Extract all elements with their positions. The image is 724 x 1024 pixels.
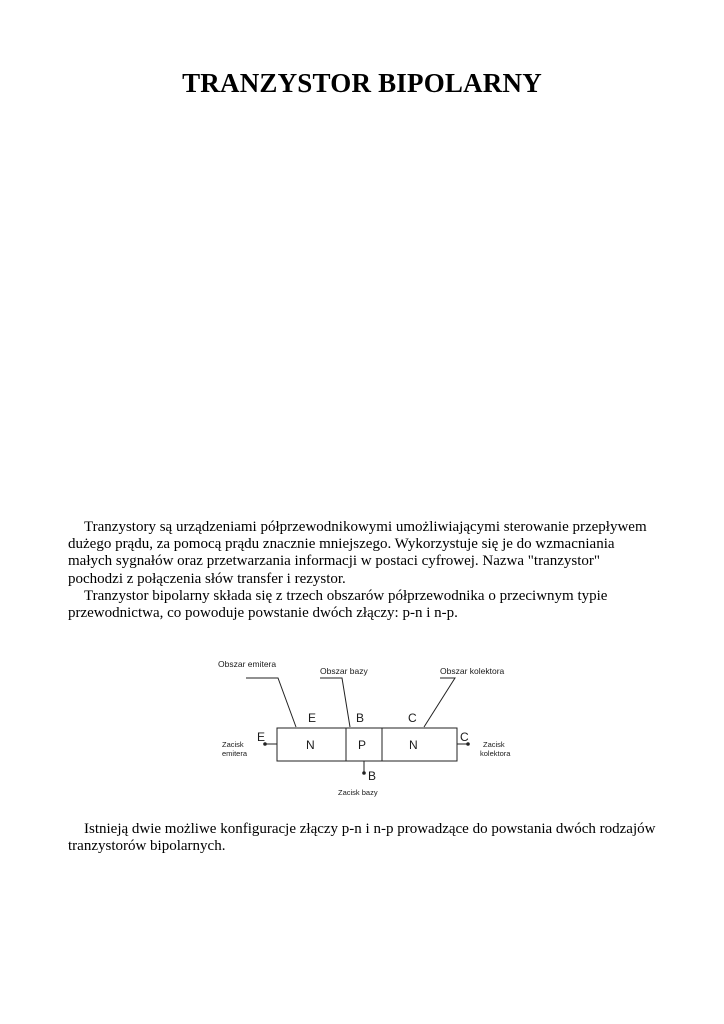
paragraph-transistor-definition: Tranzystory są urządzeniami półprzewodnikowymi umożliwiającymi sterowanie przepływem dużego prądu, za pomocą prądu znacznie mniejszego. Wykorzystuje się je do wzmacniania małych sygnałów oraz przetwarzania informacji w postaci cyfrowej. Nazwa "tranzystor" pochodzi z połączenia słów transfer i rezystor. (68, 519, 647, 587)
collector-region-letter: C (408, 711, 417, 725)
emitter-terminal-letter: E (257, 730, 266, 744)
emitter-region-letter: E (308, 711, 317, 725)
emitter-type-label: N (306, 738, 315, 752)
collector-terminal-label-line1: Zacisk (483, 740, 505, 749)
emitter-region-label: Obszar emitera (218, 659, 277, 669)
collector-terminal-letter: C (460, 730, 469, 744)
collector-terminal-label-line2: kolektora (480, 749, 511, 758)
base-leader-line (320, 678, 350, 727)
paragraph-bipolar-structure: Tranzystor bipolarny składa się z trzech obszarów półprzewodnika o przeciwnym typie przewodnictwa, co powoduje powstanie dwóch złączy: p-n i n-p. (68, 587, 608, 622)
emitter-terminal-label-line2: emitera (222, 749, 248, 758)
base-terminal-letter: B (368, 769, 377, 783)
base-type-label: P (358, 738, 367, 752)
collector-type-label: N (409, 738, 418, 752)
emitter-terminal-label-line1: Zacisk (222, 740, 244, 749)
base-region-letter: B (356, 711, 365, 725)
emitter-leader-line (246, 678, 296, 727)
transistor-structure-diagram (210, 655, 530, 805)
collector-leader-line (424, 678, 455, 727)
semiconductor-bar (277, 728, 457, 761)
base-terminal-label: Zacisk bazy (338, 788, 378, 797)
base-region-label: Obszar bazy (320, 666, 368, 676)
collector-region-label: Obszar kolektora (440, 666, 505, 676)
outro-text (68, 821, 658, 855)
paragraph-configurations: Istnieją dwie możliwe konfiguracje złączy p-n i n-p prowadzące do powstania dwóch rodzajów tranzystorów bipolarnych. (68, 821, 656, 855)
base-terminal-dot (362, 771, 366, 775)
intro-text (68, 519, 658, 622)
page-title: TRANZYSTOR BIPOLARNY (182, 68, 542, 98)
